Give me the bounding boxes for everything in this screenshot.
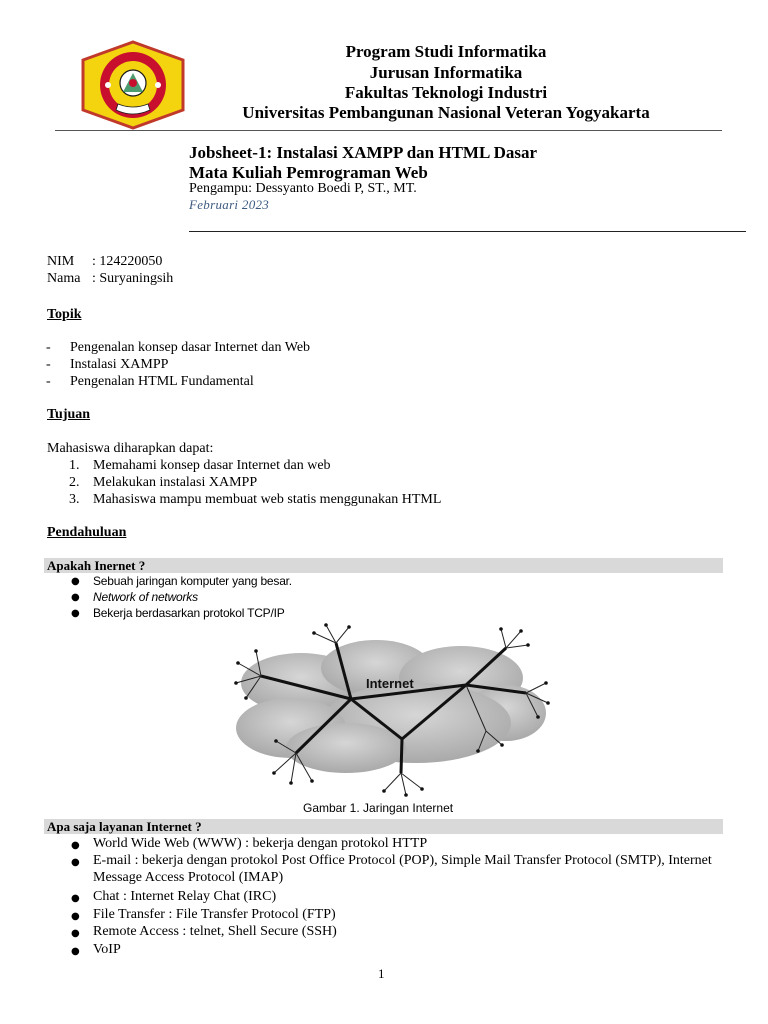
- course-title: Mata Kuliah Pemrograman Web: [189, 163, 428, 182]
- tujuan-item: 2. Melakukan instalasi XAMPP: [69, 475, 258, 490]
- header-divider: [55, 130, 722, 131]
- jobsheet-title: Jobsheet-1: Instalasi XAMPP dan HTML Dasar: [189, 143, 538, 162]
- section-band-internet: Apakah Inernet ?: [44, 558, 723, 573]
- header-program: Program Studi Informatika: [345, 42, 547, 61]
- topik-item: - Pengenalan konsep dasar Internet dan Web: [46, 340, 311, 355]
- list-item: ● Bekerja berdasarkan protokol TCP/IP: [71, 606, 285, 620]
- header-faculty: Fakultas Teknologi Industri: [344, 83, 548, 102]
- header-university: Universitas Pembangunan Nasional Veteran Yogyakarta: [242, 103, 650, 122]
- tujuan-item: 3. Mahasiswa mampu membuat web statis menggunakan HTML: [69, 492, 442, 507]
- list-item: ● File Transfer : File Transfer Protocol (FTP): [71, 907, 336, 922]
- document-date: Februari 2023: [189, 197, 270, 212]
- list-item: ● Remote Access : telnet, Shell Secure (SSH): [71, 924, 337, 939]
- internet-network-figure: [216, 623, 556, 799]
- section-band-services: Apa saja layanan Internet ?: [44, 819, 723, 834]
- nama-label: Nama: [47, 271, 81, 286]
- header-department: Jurusan Informatika: [369, 63, 523, 82]
- university-logo: [78, 40, 188, 130]
- list-item: ● Sebuah jaringan komputer yang besar.: [71, 574, 292, 588]
- cloud-shape: [236, 640, 546, 773]
- pendahuluan-heading: Pendahuluan: [47, 525, 127, 540]
- nim-value: : 124220050: [92, 254, 163, 269]
- list-item: ● E-mail : bekerja dengan protokol Post Office Protocol (POP), Simple Mail Transfer Protocol (SMTP), Internet Message Access Protocol (IMAP): [71, 853, 712, 885]
- list-item: ● Network of networks: [71, 590, 198, 604]
- list-item: ● Chat : Internet Relay Chat (IRC): [71, 889, 277, 904]
- tujuan-heading: Tujuan: [47, 407, 91, 422]
- topik-item: - Instalasi XAMPP: [46, 357, 169, 372]
- title-divider: [189, 231, 746, 232]
- tujuan-item: 1. Memahami konsep dasar Internet dan web: [69, 458, 331, 473]
- nim-label: NIM: [47, 254, 75, 269]
- list-item: ● VoIP: [71, 942, 121, 957]
- lecturer-line: Pengampu: Dessyanto Boedi P, ST., MT.: [189, 181, 417, 196]
- figure-internet-label: Internet: [366, 676, 414, 691]
- nama-value: : Suryaningsih: [92, 271, 174, 286]
- page-number: 1: [378, 966, 385, 981]
- list-item: ● World Wide Web (WWW) : bekerja dengan protokol HTTP: [71, 836, 428, 851]
- topik-item: - Pengenalan HTML Fundamental: [46, 374, 254, 389]
- figure-caption: Gambar 1. Jaringan Internet: [303, 801, 454, 815]
- topik-heading: Topik: [47, 307, 82, 322]
- tujuan-intro: Mahasiswa diharapkan dapat:: [47, 441, 214, 456]
